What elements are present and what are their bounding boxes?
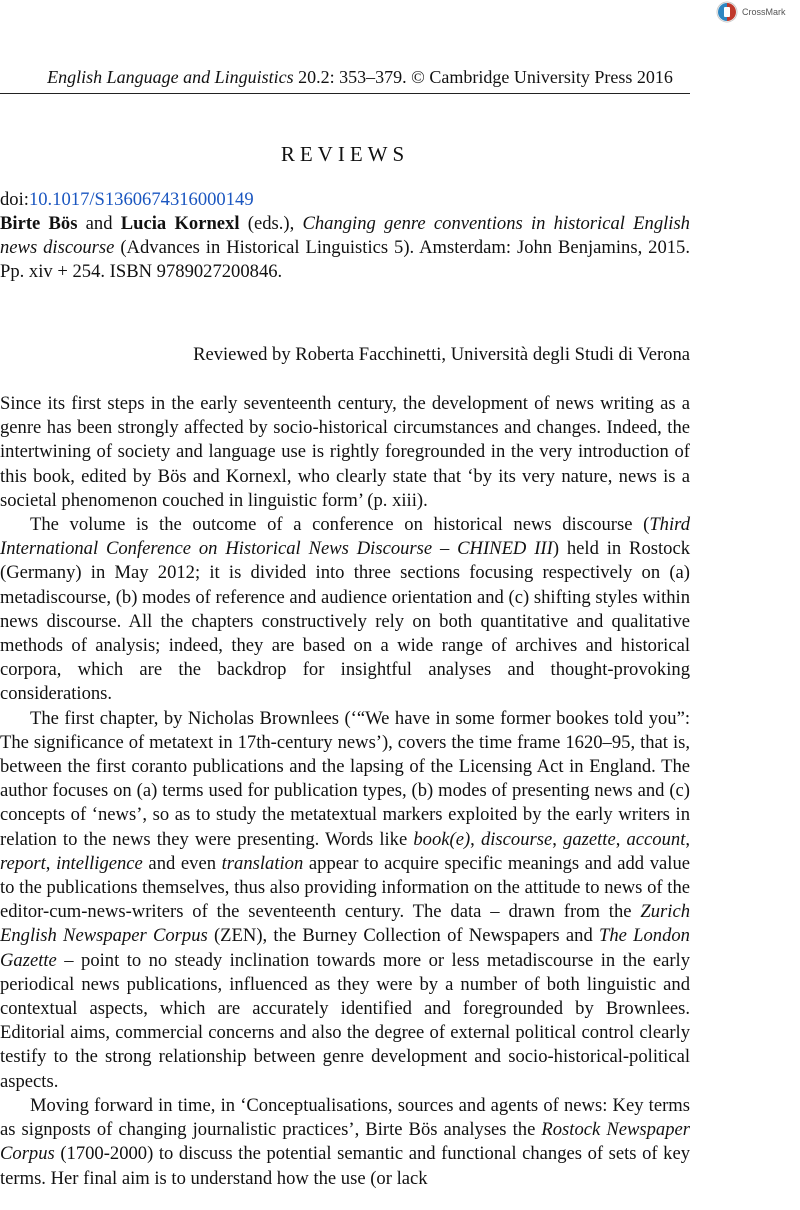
citation-eds: (eds.), bbox=[239, 213, 303, 234]
crossmark-badge[interactable] bbox=[716, 0, 786, 24]
section-title: REVIEWS bbox=[280, 142, 410, 166]
running-head bbox=[30, 65, 690, 89]
editor-1: Birte Bös bbox=[0, 213, 78, 234]
reviewer-line: Reviewed by Roberta Facchinetti, Università degli Studi di Verona bbox=[193, 344, 690, 365]
journal-citation: 20.2: 353–379. © Cambridge University Press 2016 bbox=[293, 67, 673, 87]
gazette-name: The London Gazette bbox=[0, 925, 690, 971]
crossmark-label: CrossMark bbox=[742, 7, 786, 17]
paragraph-1: Since its first steps in the early seventeenth century, the development of news writing as a genre has been strongly affected by socio-historical circumstances and changes. Indeed, the intertwining of society and language use is rightly foregrounded in the very introduction of this book, edited by Bös and Kornexl, who clearly state that ‘by its very nature, news is a societal phenomenon couched in linguistic form’ (p. xiii). bbox=[0, 393, 690, 511]
journal-name: English Language and Linguistics bbox=[47, 67, 294, 87]
book-details: (Advances in Historical Linguistics 5). Amsterdam: John Benjamins, 2015. Pp. xiv + 254. ISBN 9789027200846. bbox=[0, 237, 690, 283]
corpus-name: Zurich English Newspaper Corpus bbox=[0, 901, 690, 947]
rostock-corpus-name: Rostock Newspaper Corpus bbox=[0, 1119, 690, 1165]
editor-2: Lucia Kornexl bbox=[120, 213, 240, 234]
paragraph-4: Moving forward in time, in ‘Conceptualisations, sources and agents of news: Key terms as signposts of changing journalistic practices’, Birte Bös analyses the Rostock Newspaper Corpus (1700-2000) to discuss the potential semantic and functional changes of sets of key terms. Her final aim is to understand how the use (or lack bbox=[0, 1094, 690, 1189]
doi-prefix: doi: bbox=[0, 189, 29, 210]
citation-and: and bbox=[77, 213, 121, 234]
review-body bbox=[0, 392, 690, 1191]
paragraph-2: The volume is the outcome of a conference on historical news discourse (Third International Conference on Historical News Discourse – CHINED III) held in Rostock (Germany) in May 2012; it is divided into three sections focusing respectively on (a) metadiscourse, (b) modes of reference and audience orientation and (c) shifting styles within news discourse. All the chapters constructively rely on both quantitative and qualitative methods of analysis; indeed, they are based on a wide range of archives and historical corpora, which are the backdrop for insightful analyses and thought-provoking considerations. bbox=[0, 514, 691, 705]
doi-line bbox=[0, 188, 690, 212]
book-citation bbox=[0, 212, 690, 285]
conference-name: Third International Conference on Historical News Discourse – CHINED III bbox=[0, 514, 690, 560]
book-title: Changing genre conventions in historical English news discourse bbox=[0, 213, 690, 259]
crossmark-icon bbox=[716, 1, 738, 23]
doi-link[interactable]: 10.1017/S1360674316000149 bbox=[28, 189, 254, 210]
header-divider bbox=[0, 93, 690, 94]
paragraph-3: The first chapter, by Nicholas Brownlees (‘“We have in some former bookes told you”: The significance of metatext in 17th-century news’), covers the time frame 1620–95, that is, between the first coranto publications and the lapsing of the Licensing Act in England. The author focuses on (a) terms used for publication types, (b) modes of presenting news and (c) concepts of ‘news’, so as to study the metatextual markers exploited by the early writers in relation to the news they were presenting. Words like book(e), discourse, gazette, account, report, intelligence and even translation appear to acquire specific meanings and add value to the publications themselves, thus also providing information on the attitude to news of the editor-cum-news-writers of the seventeenth century. The data – drawn from the Zurich English Newspaper Corpus (ZEN), the Burney Collection of Newspapers and The London Gazette – point to no steady inclination towards more or less metadiscourse in the early periodical news publications, influenced as they were by a number of both linguistic and contextual aspects, which are accurately identified and foregrounded by Brownlees. Editorial aims, commercial concerns and also the degree of external political control clearly testify to the strong relationship between genre development and socio-historical-political aspects. bbox=[0, 707, 691, 1092]
